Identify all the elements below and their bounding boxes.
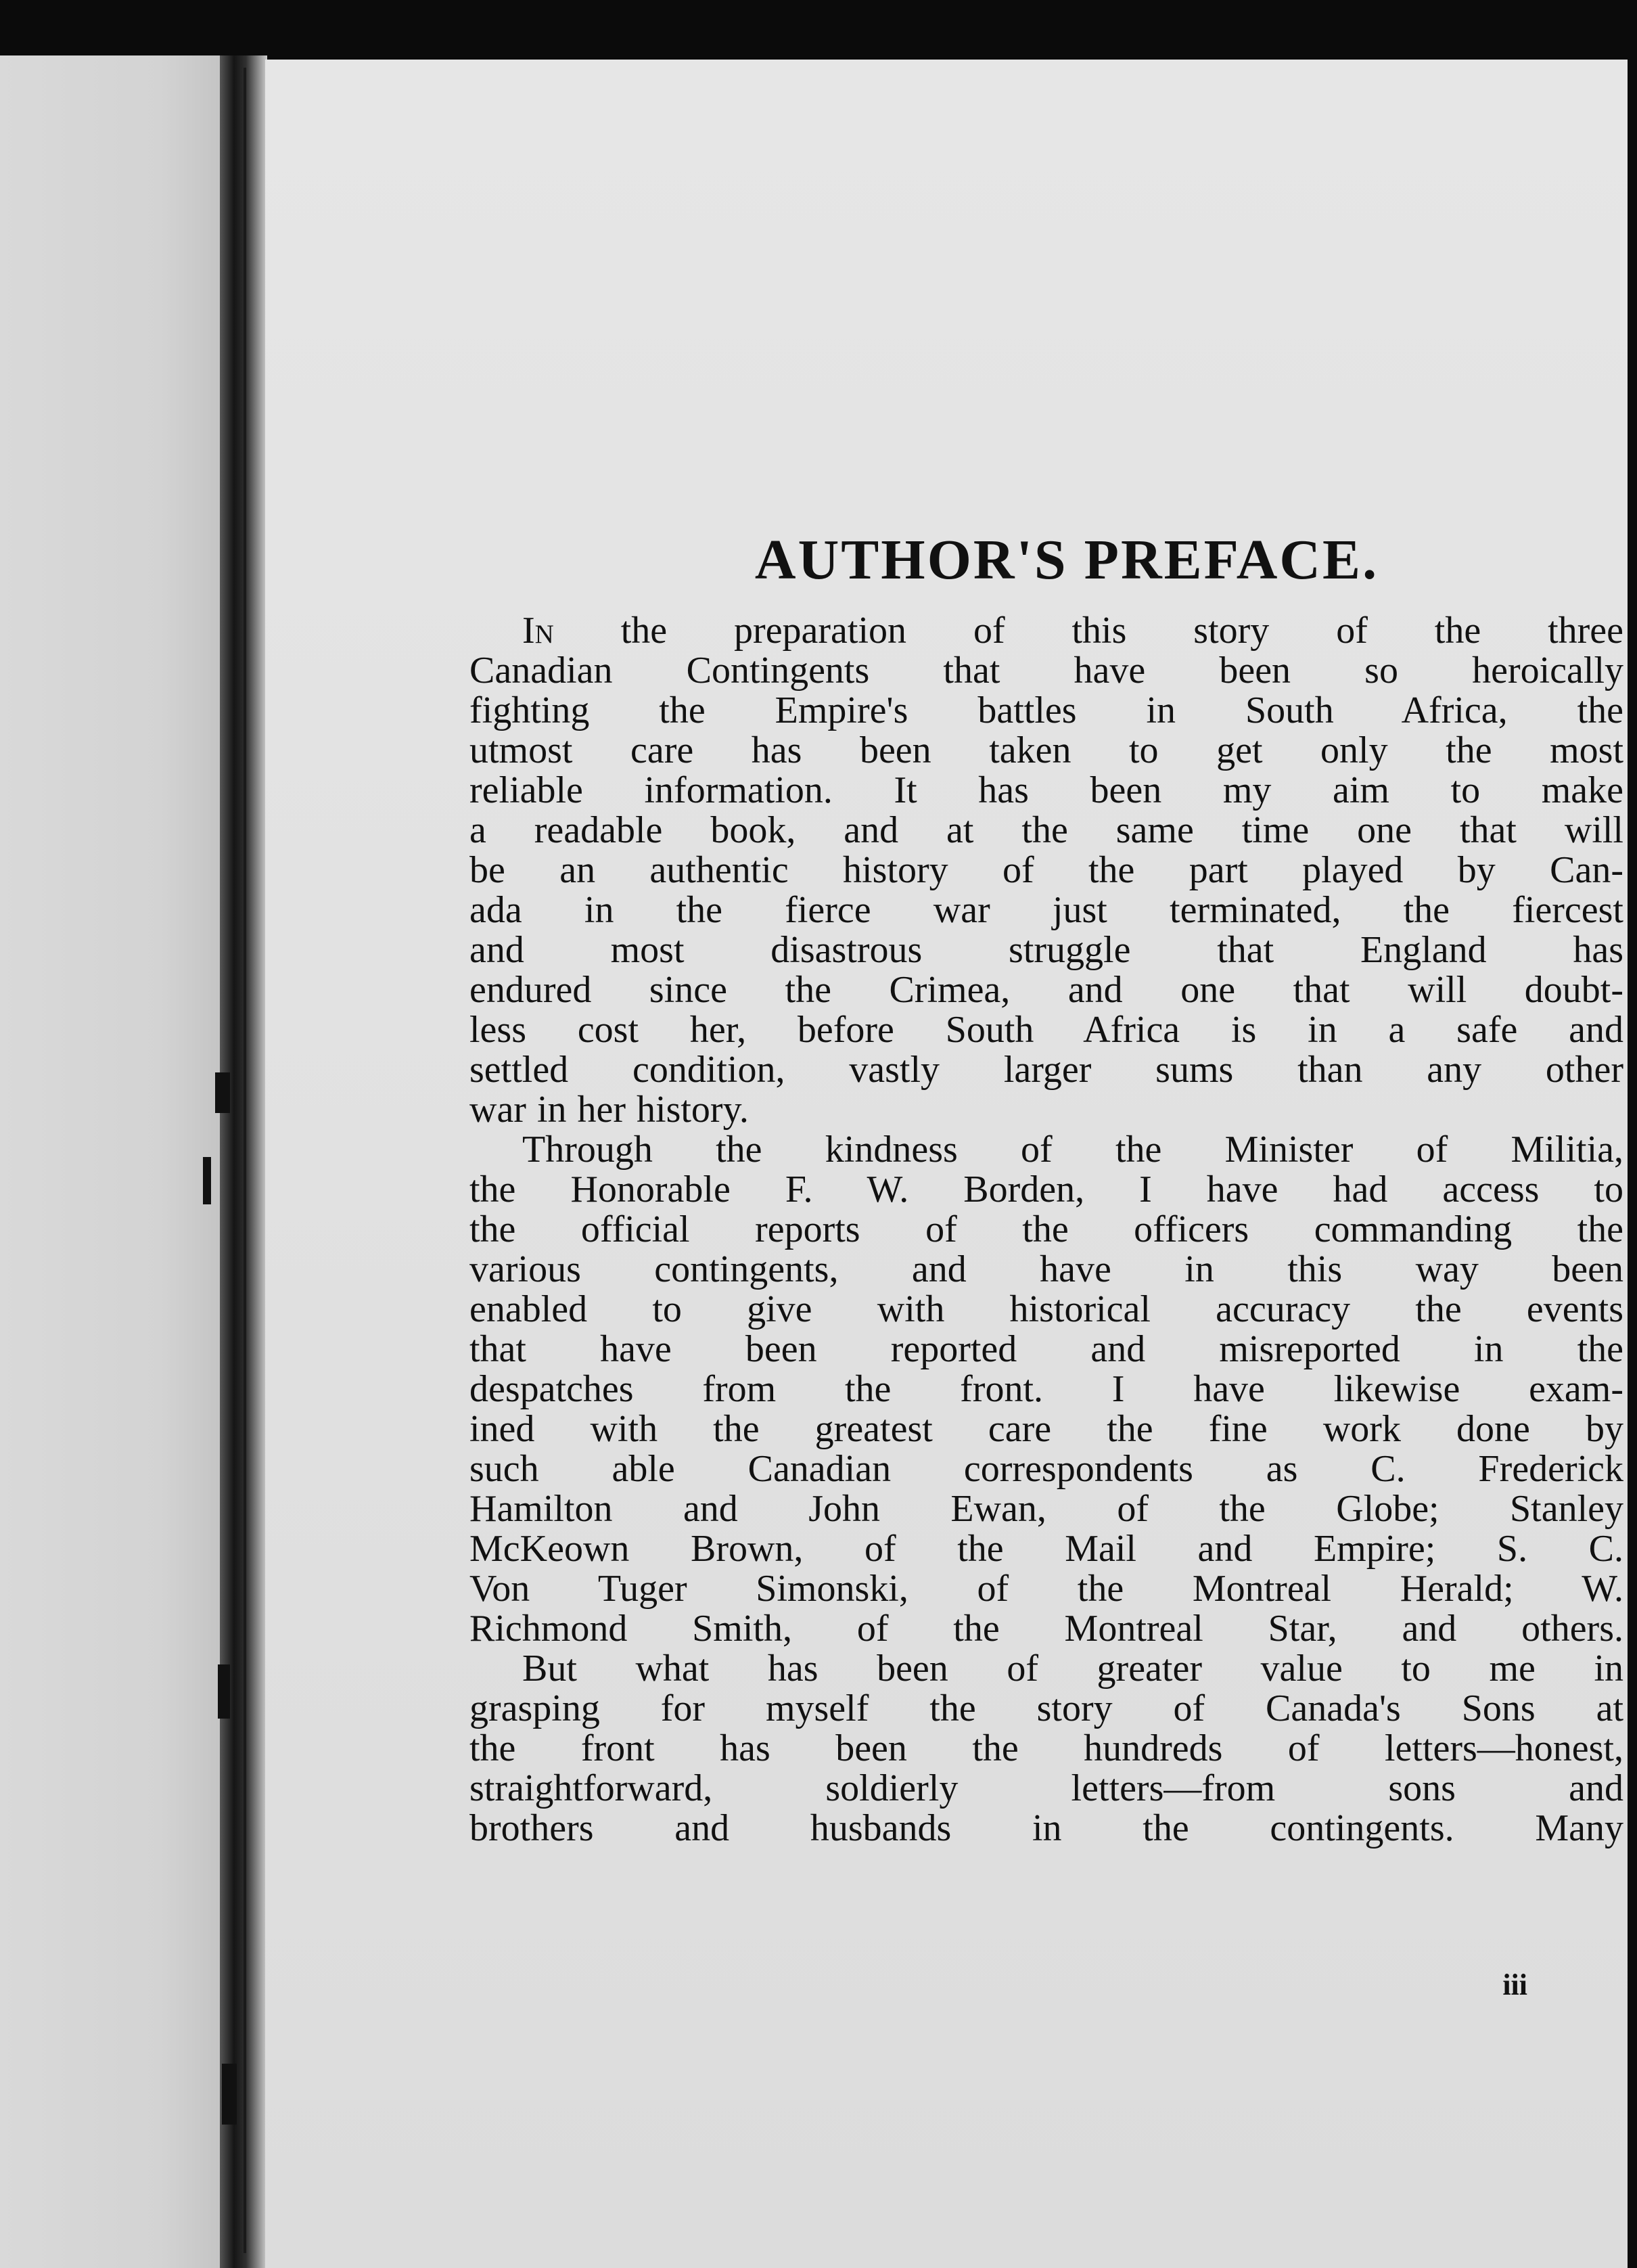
text-line: Richmond Smith, of the Montreal Star, and others.	[469, 1607, 1623, 1650]
preface-text	[469, 526, 1623, 1849]
text-line-content: the preparation of this story of the three	[620, 609, 1623, 652]
text-line: Hamilton and John Ewan, of the Globe; Stanley	[469, 1487, 1623, 1530]
text-line: the Honorable F. W. Borden, I have had access to	[469, 1168, 1623, 1210]
text-line: Von Tuger Simonski, of the Montreal Herald; W.	[469, 1567, 1623, 1610]
text-line: despatches from the front. I have likewise exam-	[469, 1367, 1623, 1410]
binding-mark	[203, 1157, 211, 1204]
text-line: fighting the Empire's battles in South Africa, the	[469, 689, 1623, 731]
page-number: iii	[1502, 1968, 1527, 2001]
text-line: endured since the Crimea, and one that will doubt-	[469, 968, 1623, 1011]
text-line: ined with the greatest care the fine work done by	[469, 1407, 1623, 1450]
text-line: But what has been of greater value to me in	[522, 1647, 1623, 1689]
text-line: settled condition, vastly larger sums than any other	[469, 1048, 1623, 1091]
text-line: grasping for myself the story of Canada's Sons at	[469, 1687, 1623, 1729]
text-line: war in her history.	[469, 1088, 749, 1131]
text-line: the front has been the hundreds of letters—honest,	[469, 1727, 1623, 1769]
binding-line	[244, 68, 246, 2253]
text-line: utmost care has been taken to get only the most	[469, 729, 1623, 771]
binding-mark	[215, 1072, 230, 1113]
page-title: AUTHOR'S PREFACE.	[754, 528, 1379, 591]
text-line: such able Canadian correspondents as C. Frederick	[469, 1447, 1623, 1490]
book-page	[265, 60, 1637, 2268]
text-line: a readable book, and at the same time one that will	[469, 809, 1623, 851]
text-line: Canadian Contingents that have been so heroically	[469, 649, 1623, 691]
page-edge	[1628, 60, 1637, 2268]
text-line: McKeown Brown, of the Mail and Empire; S. C.	[469, 1527, 1623, 1570]
paragraph-lead-word: In	[522, 609, 554, 652]
text-line: ada in the fierce war just terminated, the fiercest	[469, 888, 1623, 931]
preface-paragraph-1	[469, 611, 1623, 651]
binding-mark	[218, 1664, 230, 1719]
previous-page-margin	[0, 55, 230, 2268]
text-line: enabled to give with historical accuracy the events	[469, 1288, 1623, 1330]
text-line: Through the kindness of the Minister of Militia,	[522, 1128, 1623, 1171]
text-line	[469, 611, 1623, 651]
text-line: straightforward, soldierly letters—from sons and	[469, 1767, 1623, 1809]
text-line: the official reports of the officers commanding the	[469, 1208, 1623, 1250]
binding-mark	[222, 2064, 237, 2125]
text-line: reliable information. It has been my aim to make	[469, 769, 1623, 811]
text-line: be an authentic history of the part played by Can-	[469, 848, 1623, 891]
text-line: brothers and husbands in the contingents. Many	[469, 1807, 1623, 1849]
text-line: that have been reported and misreported in the	[469, 1328, 1623, 1370]
text-line: and most disastrous struggle that England has	[469, 928, 1623, 971]
text-line: less cost her, before South Africa is in a safe and	[469, 1008, 1623, 1051]
text-line: various contingents, and have in this way been	[469, 1248, 1623, 1290]
